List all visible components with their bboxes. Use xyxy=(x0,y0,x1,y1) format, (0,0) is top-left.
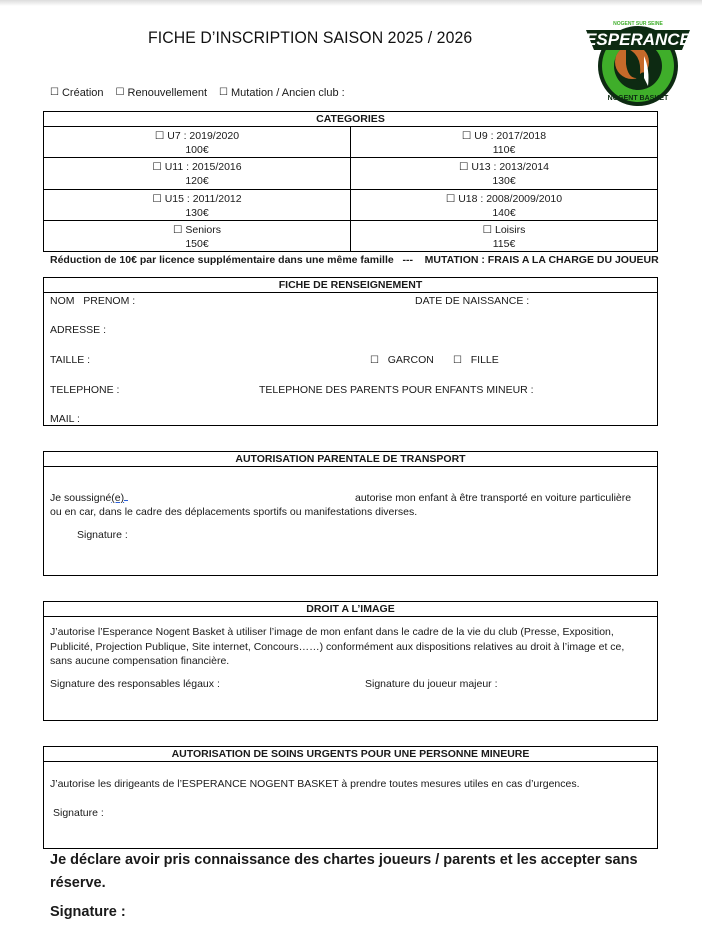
adresse-field[interactable]: ADRESSE : xyxy=(50,324,107,336)
gender-fille[interactable] xyxy=(453,354,499,366)
reduction-note: Réduction de 10€ par licence supplémentaire dans une même famille --- MUTATION : FRAIS A LA CHARGE DU JOUEUR xyxy=(50,254,659,266)
category-label: ☐ Loisirs xyxy=(482,223,526,236)
category-price: 120€ xyxy=(185,175,209,188)
transport-line1-start xyxy=(50,491,128,506)
image-rights-line1: J’autorise l’Esperance Nogent Basket à utiliser l’image de mon enfant dans le cadre de la vie du club (Presse, Exposition, xyxy=(50,626,614,638)
categories-table xyxy=(43,111,658,252)
registration-type-options xyxy=(50,87,345,99)
category-u7[interactable] xyxy=(44,127,351,158)
date-naissance-field[interactable]: DATE DE NAISSANCE : xyxy=(415,295,530,307)
category-label: ☐ U15 : 2011/2012 xyxy=(152,192,242,205)
category-price: 110€ xyxy=(492,144,516,156)
checkbox-icon[interactable]: ☐ xyxy=(219,87,228,98)
urgent-care-text: J’autorise les dirigeants de l’ESPERANCE NOGENT BASKET à prendre toutes mesures utiles en cas d’urgences. xyxy=(50,778,580,790)
category-label: ☐ U18 : 2008/2009/2010 xyxy=(445,192,563,205)
charter-declaration: Je déclare avoir pris connaissance des chartes joueurs / parents et les accepter sans réserve. xyxy=(50,852,638,891)
logo-main-text: ESPERANCE xyxy=(585,30,691,49)
category-u13[interactable] xyxy=(351,158,657,189)
image-rights-heading: DROIT A L’IMAGE xyxy=(44,602,657,617)
soussigne-label: Je soussigné xyxy=(50,492,112,504)
image-rights-line2: Publicité, Projection Publique, Site internet, Concours……) conformément aux dispositions relatives au droit à l’image et ce, xyxy=(50,641,625,653)
option-mutation[interactable] xyxy=(219,87,345,99)
transport-heading: AUTORISATION PARENTALE DE TRANSPORT xyxy=(44,452,657,467)
garcon-label: GARCON xyxy=(387,354,434,366)
fiche-renseignement xyxy=(43,277,658,426)
category-u11[interactable] xyxy=(44,158,351,189)
telephone-parents-field[interactable]: TELEPHONE DES PARENTS POUR ENFANTS MINEUR : xyxy=(259,384,534,396)
checkbox-icon[interactable]: ☐ xyxy=(370,355,379,366)
club-logo xyxy=(582,8,694,110)
fiche-heading: FICHE DE RENSEIGNEMENT xyxy=(44,278,657,293)
transport-authorization xyxy=(43,451,658,576)
transport-line1-rest: autorise mon enfant à être transporté en voiture particulière xyxy=(355,492,632,504)
categories-heading: CATEGORIES xyxy=(44,112,657,127)
category-price: 150€ xyxy=(185,237,209,250)
window-top-shadow xyxy=(0,0,702,6)
category-seniors[interactable] xyxy=(44,221,351,252)
checkbox-icon[interactable]: ☐ xyxy=(115,87,125,98)
category-price: 100€ xyxy=(185,144,209,156)
soussigne-suffix: (e) xyxy=(111,492,125,504)
category-price: 130€ xyxy=(185,206,209,219)
signature-adult-player[interactable]: Signature du joueur majeur : xyxy=(365,678,498,690)
category-label: ☐ U7 : 2019/2020 xyxy=(154,130,240,142)
signature-legal-guardians[interactable]: Signature des responsables légaux : xyxy=(50,678,220,690)
taille-field[interactable]: TAILLE : xyxy=(50,354,91,366)
logo-bottom-text: NOGENT BASKET xyxy=(607,95,669,102)
category-price: 115€ xyxy=(492,237,516,250)
option-label: Création xyxy=(61,87,104,99)
checkbox-icon[interactable]: ☐ xyxy=(50,87,59,98)
category-u9[interactable] xyxy=(351,127,657,158)
option-creation[interactable] xyxy=(50,87,104,99)
option-label: Mutation / Ancien club : xyxy=(230,87,345,99)
category-price: 140€ xyxy=(492,206,516,219)
category-label: ☐ U11 : 2015/2016 xyxy=(152,161,242,174)
category-label: ☐ Seniors xyxy=(173,223,221,236)
logo-top-text: NOGENT SUR SEINE xyxy=(613,21,663,27)
telephone-field[interactable]: TELEPHONE : xyxy=(50,384,120,396)
option-renouvellement[interactable] xyxy=(116,87,207,99)
category-label: ☐ U13 : 2013/2014 xyxy=(459,161,549,174)
transport-signature[interactable]: Signature : xyxy=(77,529,128,541)
option-label: Renouvellement xyxy=(127,87,208,99)
mail-field[interactable]: MAIL : xyxy=(50,413,80,425)
category-price: 130€ xyxy=(492,175,516,188)
fille-label: FILLE xyxy=(470,354,499,366)
category-label: ☐ U9 : 2017/2018 xyxy=(461,130,547,142)
image-rights-line3: sans aucune compensation financière. xyxy=(50,655,230,667)
gender-garcon[interactable] xyxy=(370,354,434,366)
image-rights xyxy=(43,601,658,721)
final-signature[interactable]: Signature : xyxy=(50,904,126,920)
transport-line2: ou en car, dans le cadre des déplacements sportifs ou manifestations diverses. xyxy=(50,506,418,518)
checkbox-icon[interactable]: ☐ xyxy=(453,355,462,366)
page-title: FICHE D’INSCRIPTION SAISON 2025 / 2026 xyxy=(148,28,473,47)
category-u15[interactable] xyxy=(44,190,351,221)
category-u18[interactable] xyxy=(351,190,657,221)
urgent-care-signature[interactable]: Signature : xyxy=(53,807,104,819)
nom-prenom-field[interactable]: NOM PRENOM : xyxy=(50,295,136,307)
category-loisirs[interactable] xyxy=(351,221,657,252)
urgent-care-authorization xyxy=(43,746,658,849)
urgent-care-heading: AUTORISATION DE SOINS URGENTS POUR UNE PERSONNE MINEURE xyxy=(44,747,657,762)
